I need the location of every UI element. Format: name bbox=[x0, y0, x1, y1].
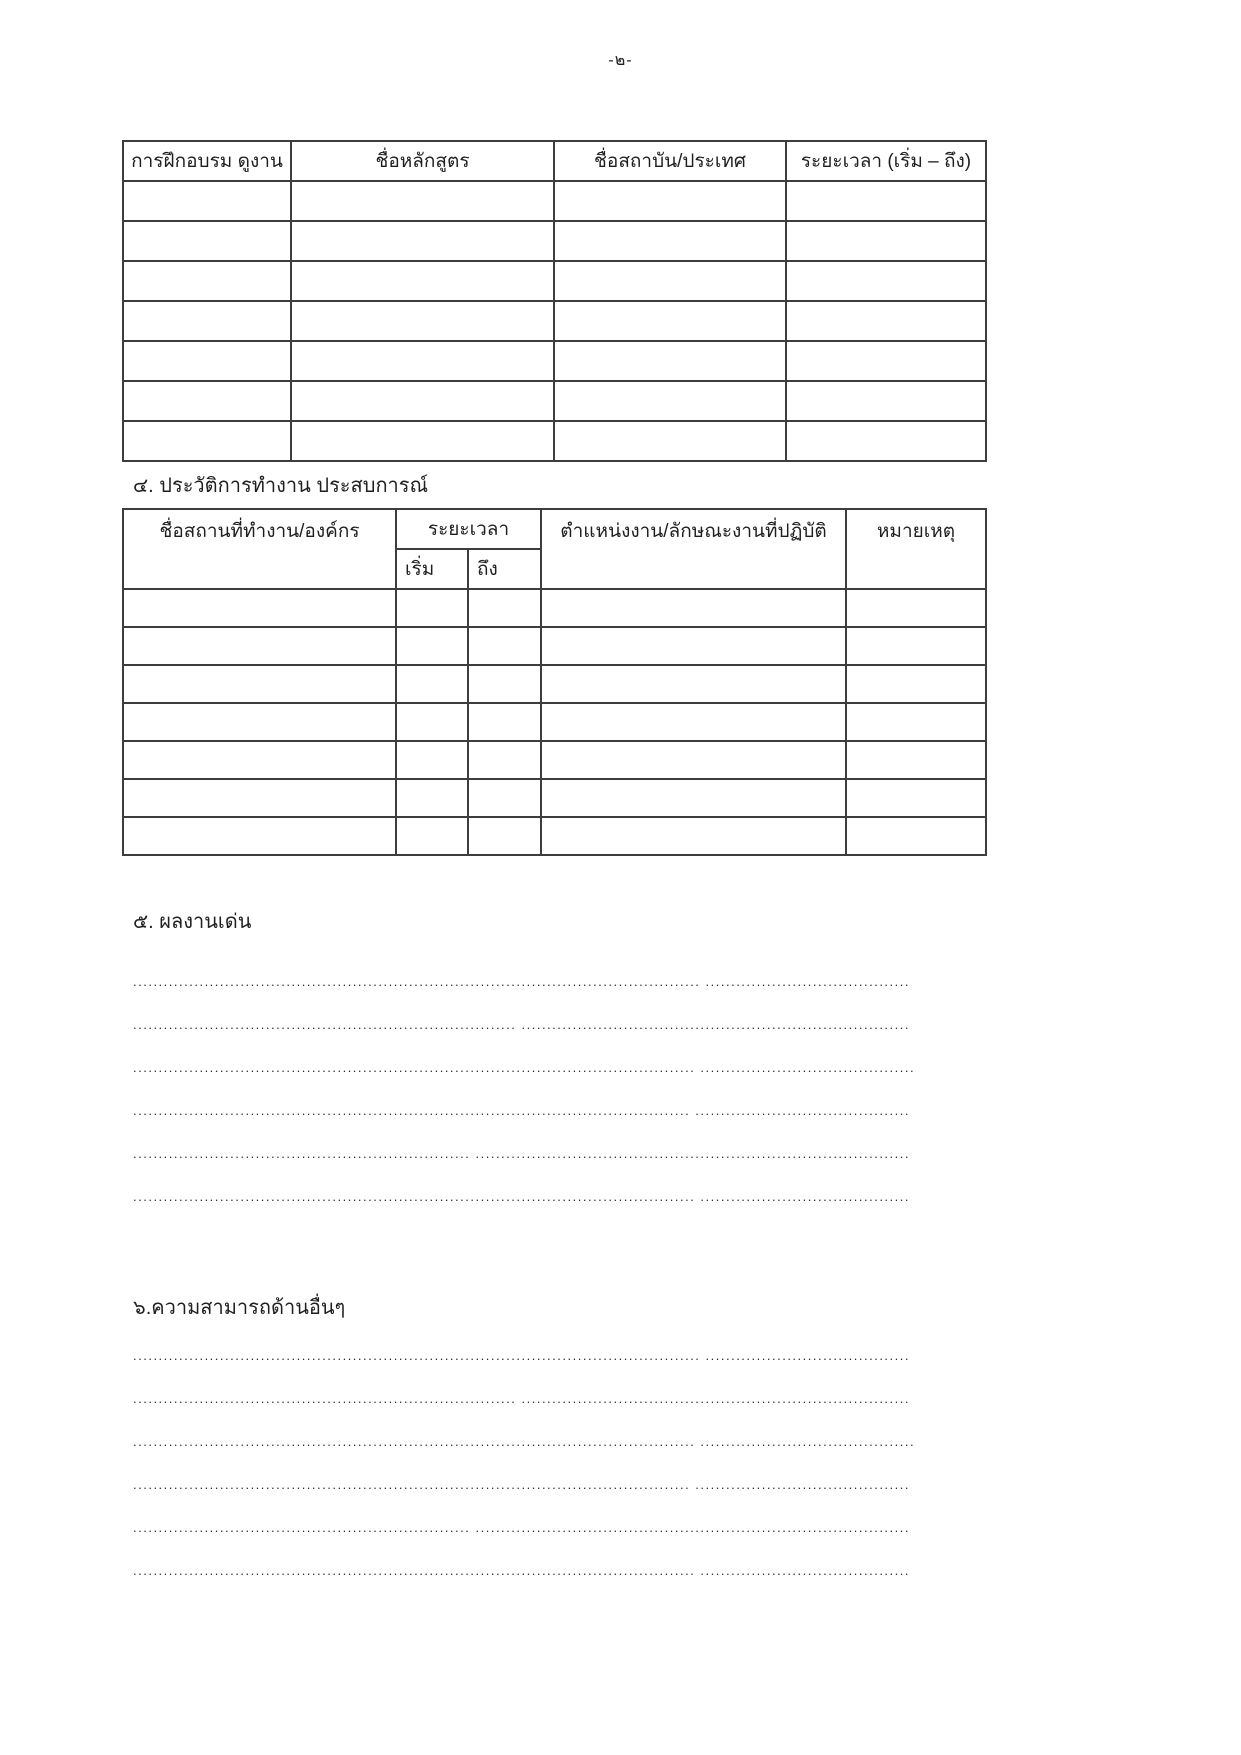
empty-cell bbox=[846, 817, 986, 855]
empty-cell bbox=[468, 627, 541, 665]
empty-cell bbox=[396, 665, 468, 703]
empty-cell bbox=[541, 779, 846, 817]
empty-cell bbox=[123, 741, 396, 779]
empty-cell bbox=[786, 341, 986, 381]
empty-cell bbox=[786, 261, 986, 301]
empty-cell bbox=[846, 779, 986, 817]
work-col-remark: หมายเหตุ bbox=[846, 509, 986, 589]
work-col-start: เริ่ม bbox=[396, 549, 468, 589]
work-history-table bbox=[122, 508, 987, 856]
empty-cell bbox=[541, 817, 846, 855]
empty-cell bbox=[396, 627, 468, 665]
empty-cell bbox=[541, 589, 846, 627]
work-col-end: ถึง bbox=[468, 549, 541, 589]
empty-cell bbox=[123, 181, 291, 221]
empty-cell bbox=[396, 703, 468, 741]
empty-cell bbox=[123, 421, 291, 461]
empty-cell bbox=[554, 341, 786, 381]
training-table-header-row bbox=[123, 141, 986, 181]
empty-cell bbox=[554, 421, 786, 461]
dotted-line: .................................................................. ..................................................................................... bbox=[133, 1520, 910, 1535]
table-row bbox=[123, 261, 986, 301]
empty-cell bbox=[541, 741, 846, 779]
empty-cell bbox=[291, 181, 554, 221]
empty-cell bbox=[291, 341, 554, 381]
section6-title: ๖.ความสามารถด้านอื่นๆ bbox=[133, 1297, 346, 1319]
empty-cell bbox=[554, 301, 786, 341]
empty-cell bbox=[554, 381, 786, 421]
table-row bbox=[123, 301, 986, 341]
table-row bbox=[123, 221, 986, 261]
empty-cell bbox=[123, 589, 396, 627]
empty-cell bbox=[468, 741, 541, 779]
empty-cell bbox=[291, 221, 554, 261]
dotted-line: .............................................................................................................. .......................................... bbox=[133, 1060, 916, 1075]
section4-title: ๔. ประวัติการทำงาน ประสบการณ์ bbox=[133, 475, 429, 497]
empty-cell bbox=[846, 589, 986, 627]
work-col-duration: ระยะเวลา bbox=[396, 509, 541, 549]
empty-cell bbox=[291, 421, 554, 461]
training-col-institute: ชื่อสถาบัน/ประเทศ bbox=[554, 141, 786, 181]
table-row bbox=[123, 421, 986, 461]
empty-cell bbox=[291, 381, 554, 421]
empty-cell bbox=[468, 703, 541, 741]
empty-cell bbox=[786, 181, 986, 221]
dotted-line: ........................................................................... ............................................................................ bbox=[133, 1017, 910, 1032]
table-row bbox=[123, 181, 986, 221]
work-col-position: ตำแหน่งงาน/ลักษณะงานที่ปฏิบัติ bbox=[541, 509, 846, 589]
section6-dotted-lines bbox=[122, 1334, 985, 1592]
training-col-course: ชื่อหลักสูตร bbox=[291, 141, 554, 181]
dotted-line: ............................................................................................................... ........................................ bbox=[133, 1348, 910, 1363]
work-col-workplace: ชื่อสถานที่ทำงาน/องค์กร bbox=[123, 509, 396, 589]
dotted-line: .............................................................................................................. ......................................... bbox=[133, 1189, 910, 1204]
empty-cell bbox=[123, 817, 396, 855]
empty-cell bbox=[396, 741, 468, 779]
page-content bbox=[122, 140, 985, 1592]
table-row bbox=[123, 665, 986, 703]
empty-cell bbox=[123, 665, 396, 703]
dotted-line: ............................................................................................................. .......................................... bbox=[133, 1103, 910, 1118]
table-row bbox=[123, 381, 986, 421]
dotted-line: .............................................................................................................. .......................................... bbox=[133, 1434, 916, 1449]
empty-cell bbox=[786, 221, 986, 261]
empty-cell bbox=[846, 627, 986, 665]
empty-cell bbox=[786, 421, 986, 461]
empty-cell bbox=[846, 703, 986, 741]
dotted-line: ............................................................................................................... ........................................ bbox=[133, 974, 910, 989]
dotted-line: .............................................................................................................. ......................................... bbox=[133, 1563, 910, 1578]
dotted-line: ........................................................................... ............................................................................ bbox=[133, 1391, 910, 1406]
empty-cell bbox=[541, 665, 846, 703]
empty-cell bbox=[396, 779, 468, 817]
table-row bbox=[123, 341, 986, 381]
empty-cell bbox=[291, 301, 554, 341]
empty-cell bbox=[396, 589, 468, 627]
training-table bbox=[122, 140, 987, 462]
empty-cell bbox=[123, 703, 396, 741]
empty-cell bbox=[123, 261, 291, 301]
table-row bbox=[123, 627, 986, 665]
empty-cell bbox=[541, 703, 846, 741]
empty-cell bbox=[468, 589, 541, 627]
dotted-line: .................................................................. ..................................................................................... bbox=[133, 1146, 910, 1161]
empty-cell bbox=[846, 665, 986, 703]
empty-cell bbox=[541, 627, 846, 665]
table-row bbox=[123, 817, 986, 855]
work-table-header-row-1 bbox=[123, 509, 986, 549]
empty-cell bbox=[123, 381, 291, 421]
empty-cell bbox=[554, 181, 786, 221]
empty-cell bbox=[468, 665, 541, 703]
training-col-duration: ระยะเวลา (เริ่ม – ถึง) bbox=[786, 141, 986, 181]
table-row bbox=[123, 589, 986, 627]
empty-cell bbox=[468, 779, 541, 817]
empty-cell bbox=[554, 221, 786, 261]
empty-cell bbox=[123, 627, 396, 665]
empty-cell bbox=[786, 381, 986, 421]
page-number: -๒- bbox=[608, 52, 633, 69]
table-row bbox=[123, 741, 986, 779]
empty-cell bbox=[123, 301, 291, 341]
empty-cell bbox=[291, 261, 554, 301]
training-col-type: การฝึกอบรม ดูงาน bbox=[123, 141, 291, 181]
empty-cell bbox=[554, 261, 786, 301]
table-row bbox=[123, 779, 986, 817]
empty-cell bbox=[123, 779, 396, 817]
empty-cell bbox=[123, 221, 291, 261]
empty-cell bbox=[123, 341, 291, 381]
empty-cell bbox=[786, 301, 986, 341]
section5-dotted-lines bbox=[122, 960, 985, 1218]
table-row bbox=[123, 703, 986, 741]
empty-cell bbox=[846, 741, 986, 779]
dotted-line: ............................................................................................................. .......................................... bbox=[133, 1477, 910, 1492]
empty-cell bbox=[468, 817, 541, 855]
empty-cell bbox=[396, 817, 468, 855]
section5-title: ๕. ผลงานเด่น bbox=[133, 911, 252, 933]
